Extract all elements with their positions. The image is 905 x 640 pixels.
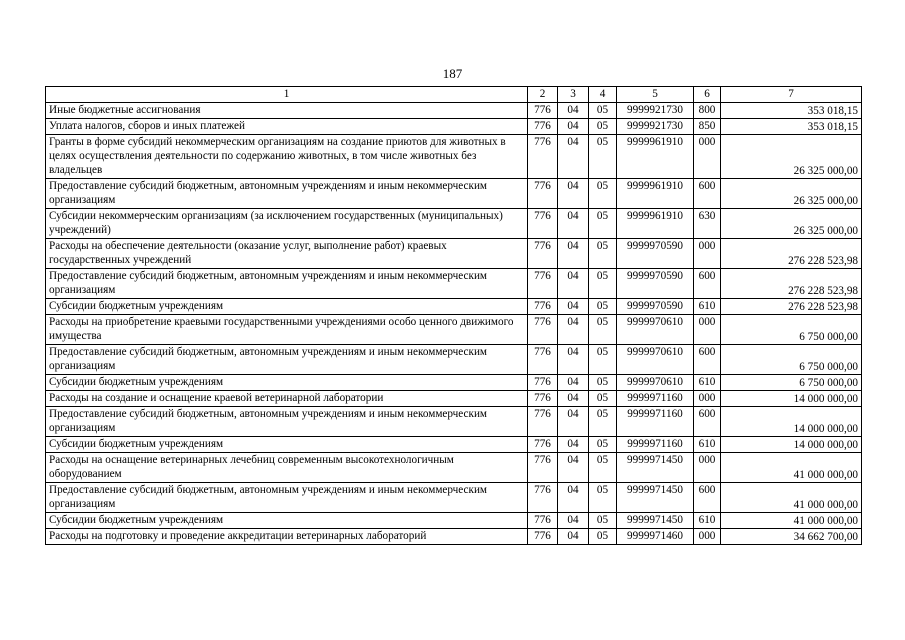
- table-row: [46, 269, 862, 299]
- target-article-code: 9999961910: [617, 179, 694, 209]
- expense-name: Предоставление субсидий бюджетным, автономным учреждениям и иным некоммерческим организациям: [46, 407, 528, 437]
- amount: 41 000 000,00: [721, 453, 862, 483]
- section-code: 04: [558, 375, 589, 391]
- ministry-code: 776: [528, 375, 558, 391]
- target-article-code: 9999971160: [617, 437, 694, 453]
- expense-type-code: 000: [694, 529, 721, 545]
- section-code: 04: [558, 299, 589, 315]
- expense-type-code: 600: [694, 345, 721, 375]
- ministry-code: 776: [528, 483, 558, 513]
- amount: 41 000 000,00: [721, 513, 862, 529]
- subsection-code: 05: [589, 483, 617, 513]
- expense-type-code: 610: [694, 513, 721, 529]
- subsection-code: 05: [589, 299, 617, 315]
- table-row: [46, 375, 862, 391]
- column-header-7: 7: [721, 87, 862, 103]
- table-row: [46, 407, 862, 437]
- amount: 6 750 000,00: [721, 315, 862, 345]
- target-article-code: 9999971450: [617, 453, 694, 483]
- table-row: [46, 103, 862, 119]
- subsection-code: 05: [589, 407, 617, 437]
- page-number: 187: [442, 66, 463, 81]
- expense-type-code: 600: [694, 269, 721, 299]
- section-code: 04: [558, 453, 589, 483]
- section-code: 04: [558, 437, 589, 453]
- ministry-code: 776: [528, 315, 558, 345]
- table-row: [46, 453, 862, 483]
- expense-type-code: 600: [694, 483, 721, 513]
- table-row: [46, 529, 862, 545]
- table-row: [46, 209, 862, 239]
- target-article-code: 9999971450: [617, 483, 694, 513]
- expense-name: Субсидии некоммерческим организациям (за исключением государственных (муниципальных) учреждений): [46, 209, 528, 239]
- expense-name: Расходы на приобретение краевыми государственными учреждениями особо ценного движимого имущества: [46, 315, 528, 345]
- section-code: 04: [558, 513, 589, 529]
- target-article-code: 9999971160: [617, 391, 694, 407]
- target-article-code: 9999970590: [617, 239, 694, 269]
- target-article-code: 9999970590: [617, 299, 694, 315]
- target-article-code: 9999970610: [617, 315, 694, 345]
- subsection-code: 05: [589, 239, 617, 269]
- subsection-code: 05: [589, 315, 617, 345]
- subsection-code: 05: [589, 179, 617, 209]
- section-code: 04: [558, 407, 589, 437]
- subsection-code: 05: [589, 103, 617, 119]
- amount: 353 018,15: [721, 103, 862, 119]
- ministry-code: 776: [528, 119, 558, 135]
- amount: 14 000 000,00: [721, 391, 862, 407]
- expense-name: Иные бюджетные ассигнования: [46, 103, 528, 119]
- expense-type-code: 000: [694, 391, 721, 407]
- column-header-1: 1: [46, 87, 528, 103]
- target-article-code: 9999921730: [617, 119, 694, 135]
- target-article-code: 9999971160: [617, 407, 694, 437]
- expense-name: Предоставление субсидий бюджетным, автономным учреждениям и иным некоммерческим организациям: [46, 345, 528, 375]
- ministry-code: 776: [528, 345, 558, 375]
- expense-type-code: 610: [694, 299, 721, 315]
- ministry-code: 776: [528, 437, 558, 453]
- expense-name: Субсидии бюджетным учреждениям: [46, 299, 528, 315]
- ministry-code: 776: [528, 103, 558, 119]
- subsection-code: 05: [589, 513, 617, 529]
- expense-name: Предоставление субсидий бюджетным, автономным учреждениям и иным некоммерческим организациям: [46, 269, 528, 299]
- expense-type-code: 600: [694, 407, 721, 437]
- expense-name: Расходы на оснащение ветеринарных лечебниц современным высокотехнологичным оборудованием: [46, 453, 528, 483]
- section-code: 04: [558, 345, 589, 375]
- ministry-code: 776: [528, 391, 558, 407]
- section-code: 04: [558, 269, 589, 299]
- table-row: [46, 179, 862, 209]
- subsection-code: 05: [589, 453, 617, 483]
- ministry-code: 776: [528, 209, 558, 239]
- target-article-code: 9999970610: [617, 345, 694, 375]
- ministry-code: 776: [528, 269, 558, 299]
- amount: 41 000 000,00: [721, 483, 862, 513]
- table-row: [46, 437, 862, 453]
- target-article-code: 9999971450: [617, 513, 694, 529]
- column-header-3: 3: [558, 87, 589, 103]
- ministry-code: 776: [528, 135, 558, 179]
- expense-type-code: 000: [694, 315, 721, 345]
- section-code: 04: [558, 209, 589, 239]
- section-code: 04: [558, 239, 589, 269]
- amount: 276 228 523,98: [721, 299, 862, 315]
- table-row: [46, 513, 862, 529]
- section-code: 04: [558, 179, 589, 209]
- amount: 6 750 000,00: [721, 345, 862, 375]
- section-code: 04: [558, 391, 589, 407]
- subsection-code: 05: [589, 375, 617, 391]
- amount: 26 325 000,00: [721, 179, 862, 209]
- subsection-code: 05: [589, 269, 617, 299]
- column-header-4: 4: [589, 87, 617, 103]
- subsection-code: 05: [589, 529, 617, 545]
- ministry-code: 776: [528, 239, 558, 269]
- table-row: [46, 315, 862, 345]
- amount: 276 228 523,98: [721, 269, 862, 299]
- subsection-code: 05: [589, 437, 617, 453]
- expense-name: Субсидии бюджетным учреждениям: [46, 513, 528, 529]
- amount: 276 228 523,98: [721, 239, 862, 269]
- table-row: [46, 299, 862, 315]
- expense-name: Расходы на создание и оснащение краевой ветеринарной лаборатории: [46, 391, 528, 407]
- expense-type-code: 630: [694, 209, 721, 239]
- expense-type-code: 000: [694, 135, 721, 179]
- header-row: [46, 87, 862, 103]
- expense-name: Расходы на обеспечение деятельности (оказание услуг, выполнение работ) краевых государственных учреждений: [46, 239, 528, 269]
- expense-name: Предоставление субсидий бюджетным, автономным учреждениям и иным некоммерческим организациям: [46, 179, 528, 209]
- table-row: [46, 135, 862, 179]
- column-header-5: 5: [617, 87, 694, 103]
- expense-type-code: 000: [694, 239, 721, 269]
- section-code: 04: [558, 119, 589, 135]
- ministry-code: 776: [528, 529, 558, 545]
- expense-type-code: 000: [694, 453, 721, 483]
- subsection-code: 05: [589, 209, 617, 239]
- expense-type-code: 610: [694, 437, 721, 453]
- expense-name: Предоставление субсидий бюджетным, автономным учреждениям и иным некоммерческим организациям: [46, 483, 528, 513]
- section-code: 04: [558, 135, 589, 179]
- target-article-code: 9999961910: [617, 135, 694, 179]
- table-row: [46, 239, 862, 269]
- section-code: 04: [558, 483, 589, 513]
- column-header-6: 6: [694, 87, 721, 103]
- amount: 26 325 000,00: [721, 209, 862, 239]
- ministry-code: 776: [528, 407, 558, 437]
- target-article-code: 9999921730: [617, 103, 694, 119]
- table-row: [46, 483, 862, 513]
- section-code: 04: [558, 315, 589, 345]
- ministry-code: 776: [528, 179, 558, 209]
- target-article-code: 9999961910: [617, 209, 694, 239]
- section-code: 04: [558, 529, 589, 545]
- expense-type-code: 800: [694, 103, 721, 119]
- amount: 14 000 000,00: [721, 407, 862, 437]
- expense-name: Субсидии бюджетным учреждениям: [46, 437, 528, 453]
- expense-type-code: 610: [694, 375, 721, 391]
- target-article-code: 9999970610: [617, 375, 694, 391]
- ministry-code: 776: [528, 513, 558, 529]
- table-row: [46, 391, 862, 407]
- ministry-code: 776: [528, 453, 558, 483]
- subsection-code: 05: [589, 119, 617, 135]
- expense-name: Гранты в форме субсидий некоммерческим организациям на создание приютов для животных в целях осуществления деятельности по содержанию животных, в том числе животных без владельцев: [46, 135, 528, 179]
- expense-name: Уплата налогов, сборов и иных платежей: [46, 119, 528, 135]
- table-row: [46, 345, 862, 375]
- subsection-code: 05: [589, 391, 617, 407]
- column-header-2: 2: [528, 87, 558, 103]
- target-article-code: 9999970590: [617, 269, 694, 299]
- subsection-code: 05: [589, 345, 617, 375]
- table-row: [46, 119, 862, 135]
- target-article-code: 9999971460: [617, 529, 694, 545]
- subsection-code: 05: [589, 135, 617, 179]
- expense-name: Субсидии бюджетным учреждениям: [46, 375, 528, 391]
- amount: 6 750 000,00: [721, 375, 862, 391]
- expense-type-code: 600: [694, 179, 721, 209]
- amount: 353 018,15: [721, 119, 862, 135]
- section-code: 04: [558, 103, 589, 119]
- budget-table: [45, 86, 862, 545]
- amount: 34 662 700,00: [721, 529, 862, 545]
- amount: 26 325 000,00: [721, 135, 862, 179]
- expense-name: Расходы на подготовку и проведение аккредитации ветеринарных лабораторий: [46, 529, 528, 545]
- amount: 14 000 000,00: [721, 437, 862, 453]
- ministry-code: 776: [528, 299, 558, 315]
- expense-type-code: 850: [694, 119, 721, 135]
